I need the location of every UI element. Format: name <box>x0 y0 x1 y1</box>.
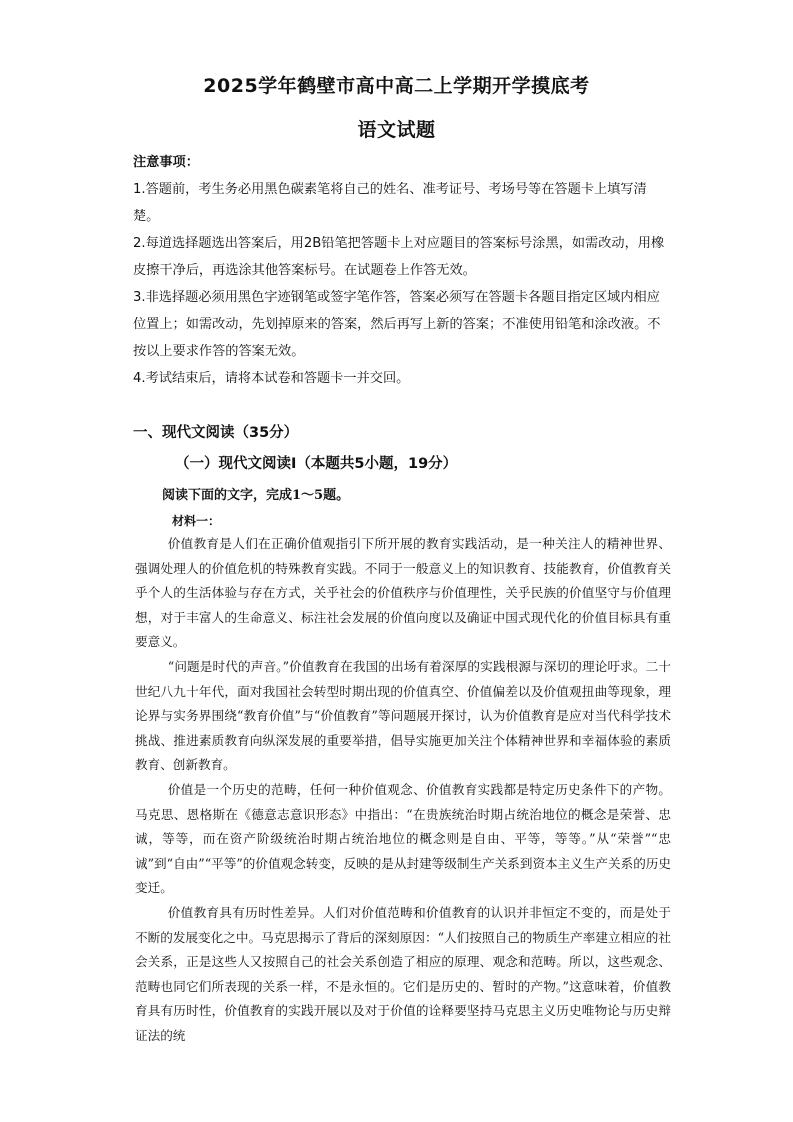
notice-item: 2.每道选择题选出答案后，用2B铅笔把答题卡上对应题目的答案标号涂黑，如需改动，用橡皮擦干净后，再选涂其他答案标号。在试题卷上作答无效。 <box>133 236 665 278</box>
subsection-title: （一）现代文阅读Ⅰ（本题共5小题，19分） <box>175 456 458 472</box>
section-title: 一、现代文阅读（35分） <box>133 425 299 441</box>
article-paragraph: 价值是一个历史的范畴，任何一种价值观念、价值教育实践都是特定历史条件下的产物。马克思、恩格斯在《德意志意识形态》中指出：“在贵族统治时期占统治地位的概念是荣誉、忠诚，等等，而在资产阶级统治时期占统治地位的概念则是自由、平等，等等。”从“荣誉”“忠诚”到“自由”“平等”的价值观念转变，反映的是从封建等级制生产关系到资本主义生产关系的历史变迁。 <box>135 781 671 896</box>
reading-article <box>135 532 671 1048</box>
reading-instruction: 阅读下面的文字，完成1～5题。 <box>162 488 350 503</box>
article-paragraph: “问题是时代的声音。”价值教育在我国的出场有着深厚的实践根源与深切的理论吁求。二十世纪八九十年代，面对我国社会转型时期出现的价值真空、价值偏差以及价值观扭曲等现象，理论界与实务界围绕“教育价值”与“价值教育”等问题展开探讨，认为价值教育是应对当代科学技术挑战、推进素质教育向纵深发展的重要举措，倡导实施更加关注个体精神世界和幸福体验的素质教育、创新教育。 <box>135 658 671 773</box>
notice-item: 3.非选择题必须用黑色字迹钢笔或签字笔作答，答案必须写在答题卡各题目指定区域内相应位置上；如需改动，先划掉原来的答案，然后再写上新的答案；不准使用铅笔和涂改液。不按以上要求作答的答案无效。 <box>133 290 661 359</box>
material-label: 材料一： <box>172 514 221 528</box>
notice-item: 1.答题前，考生务必用黑色碳素笔将自己的姓名、准考证号、考场号等在答题卡上填写清楚。 <box>133 182 647 224</box>
exam-title: 2025学年鹤壁市高中高二上学期开学摸底考 <box>203 75 590 97</box>
notice-item: 4.考试结束后，请将本试卷和答题卡一并交回。 <box>133 371 410 386</box>
notice-list <box>133 176 669 392</box>
exam-subject: 语文试题 <box>357 119 436 141</box>
article-paragraph: 价值教育具有历时性差异。人们对价值范畴和价值教育的认识并非恒定不变的，而是处于不断的发展变化之中。马克思揭示了背后的深刻原因：“人们按照自己的物质生产率建立相应的社会关系，正是这些人又按照自己的社会关系创造了相应的原理、观念和范畴。所以，这些观念、范畴也同它们所表现的关系一样，不是永恒的。它们是历史的、暂时的产物。”这意味着，价值教育具有历时性，价值教育的实践开展以及对于价值的诠释要坚持马克思主义历史唯物论与历史辩证法的统 <box>135 904 671 1043</box>
article-paragraph: 价值教育是人们在正确价值观指引下所开展的教育实践活动，是一种关注人的精神世界、强调处理人的价值危机的特殊教育实践。不同于一般意义上的知识教育、技能教育，价值教育关乎个人的生活体验与存在方式，关乎社会的价值秩序与价值理性，关乎民族的价值坚守与价值理想，对于丰富人的生命意义、标注社会发展的价值向度以及确证中国式现代化的价值目标具有重要意义。 <box>135 536 671 650</box>
notice-heading: 注意事项： <box>133 155 199 170</box>
